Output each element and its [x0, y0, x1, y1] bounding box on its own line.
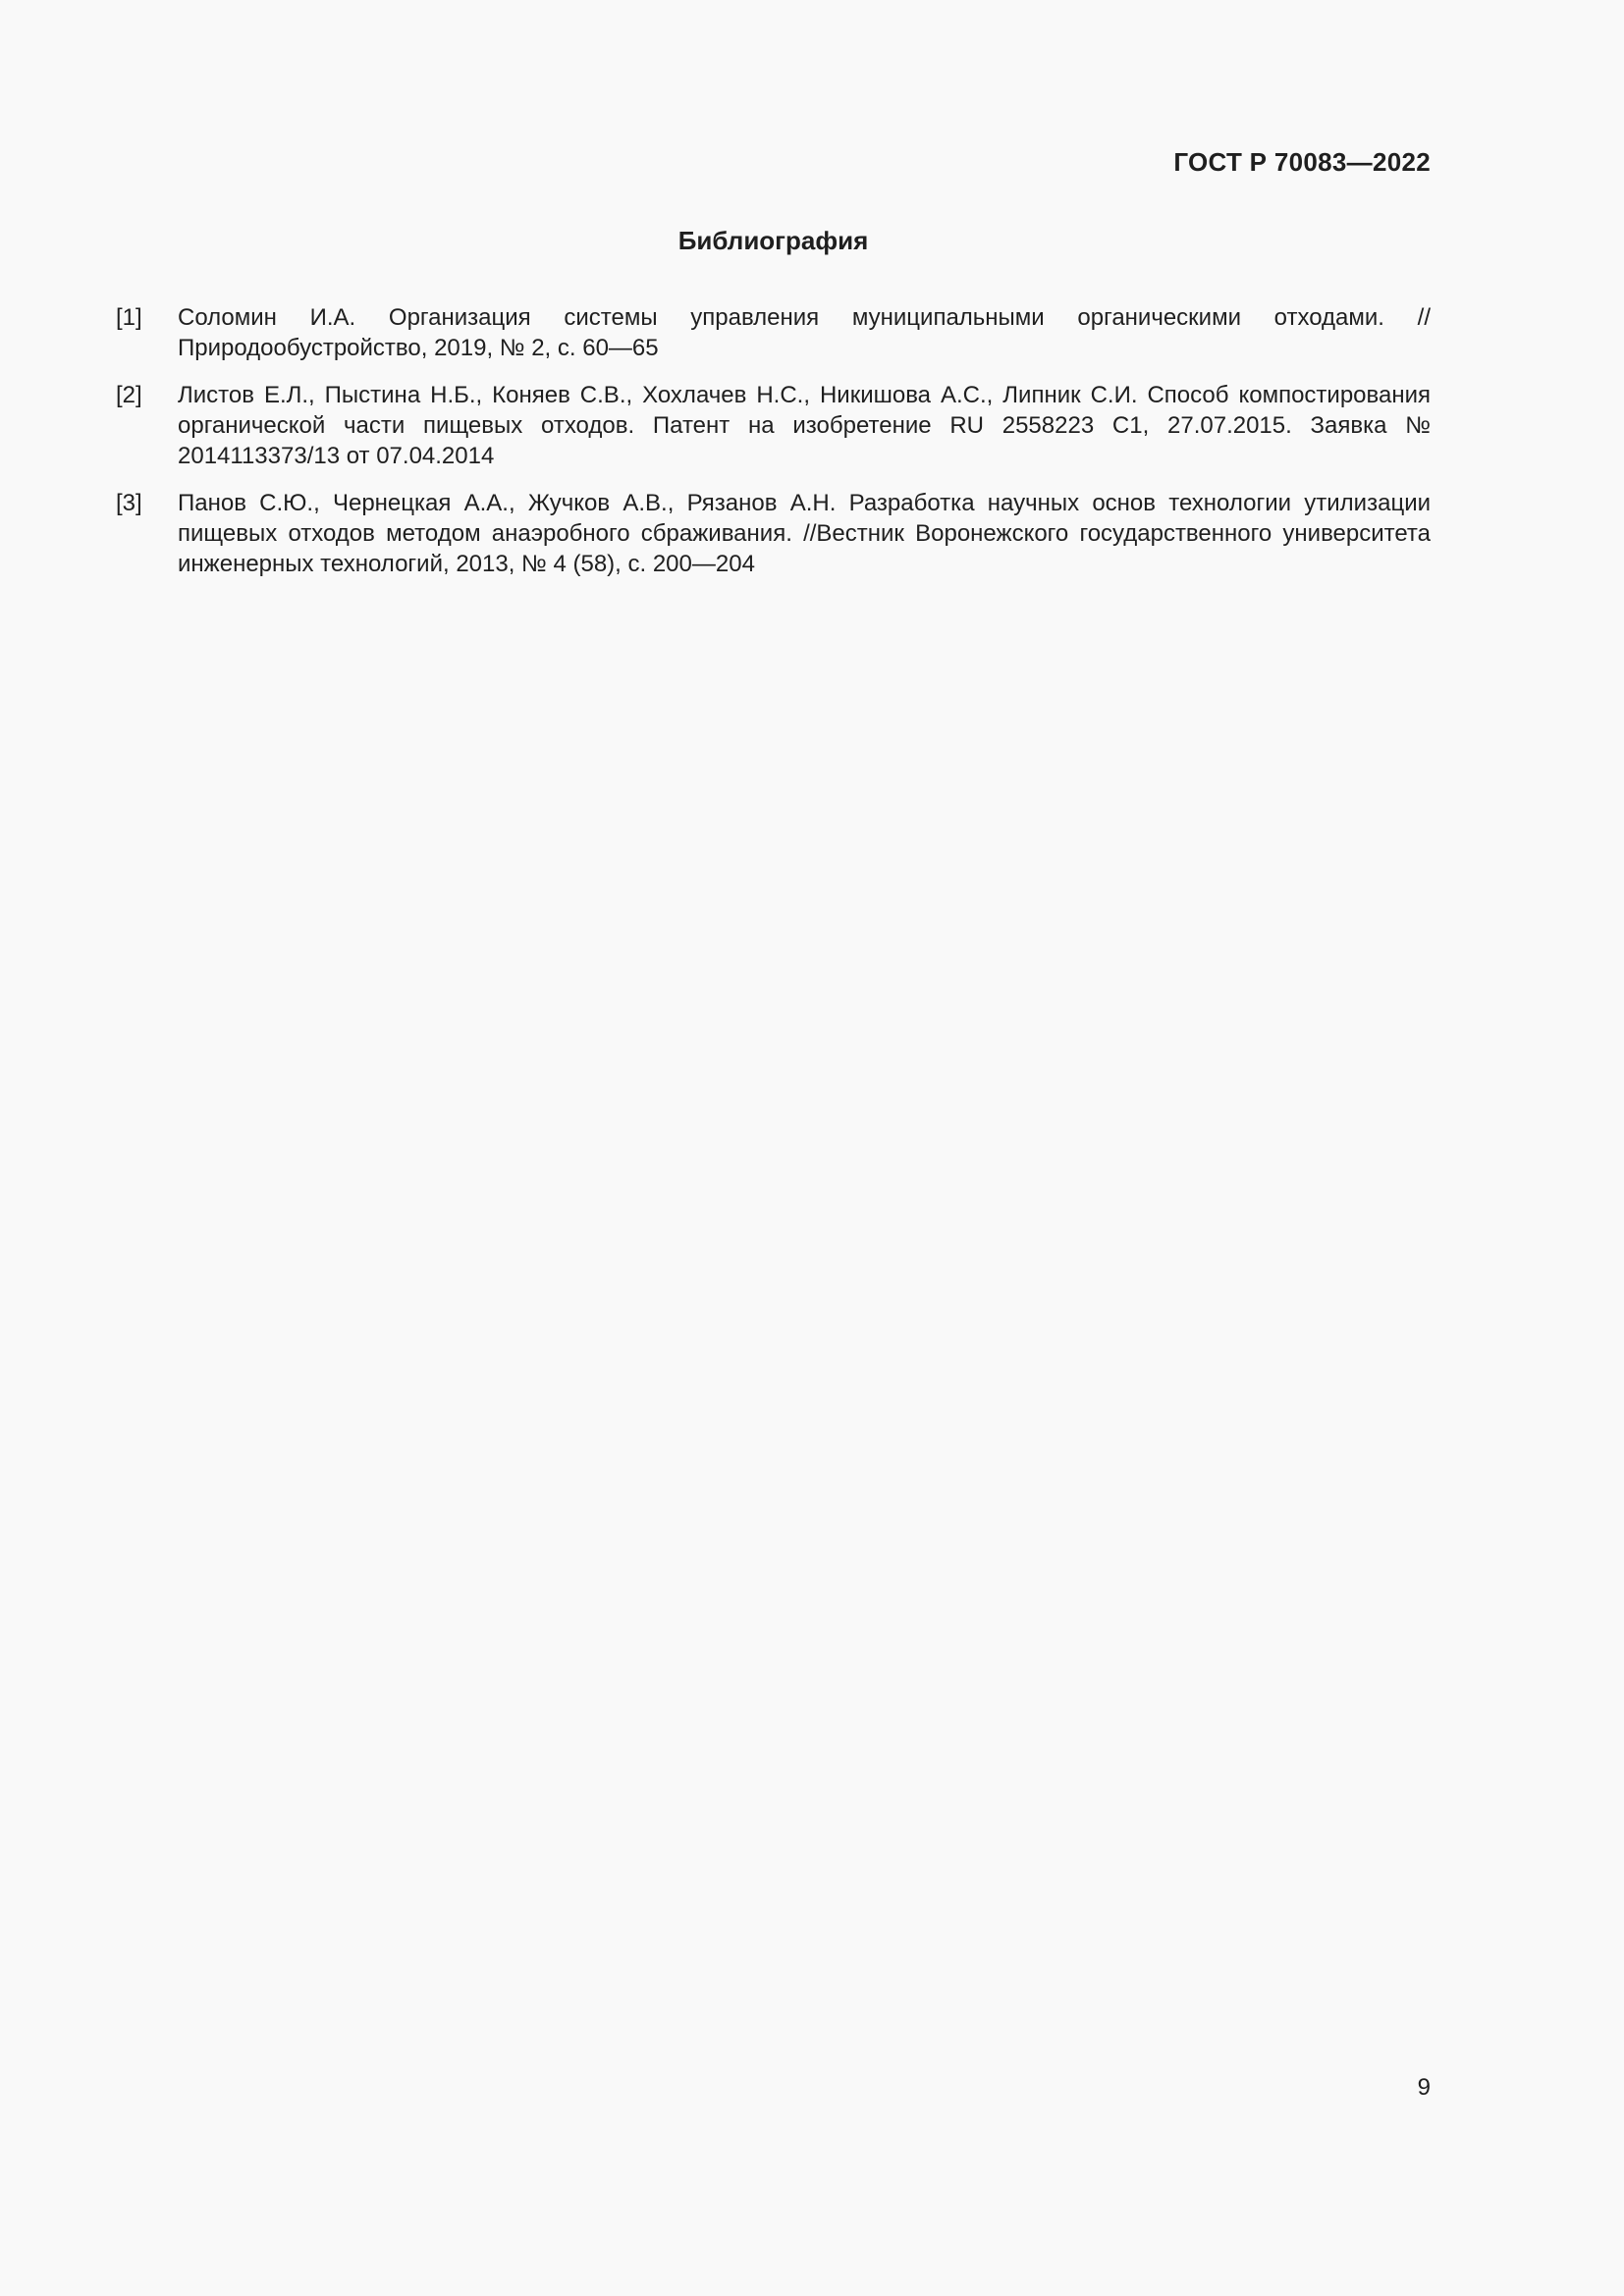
bibliography-entry-number: [2] [116, 382, 142, 408]
bibliography-list [116, 302, 1431, 596]
bibliography-entry-2 [116, 380, 1431, 471]
bibliography-entry-1 [116, 302, 1431, 363]
bibliography-entry-number: [1] [116, 304, 142, 331]
bibliography-entry-text: Листов Е.Л., Пыстина Н.Б., Коняев С.В., Хохлачев Н.С., Никишова А.С., Липник С.И. Способ компостирования органической части пищевых отходов. Патент на изобретение RU 2558223 C1, 27.07.2015. Заявка № 2014113373/13 от 07.04.2014 [178, 382, 1431, 469]
bibliography-entry-number: [3] [116, 490, 142, 516]
page-number: 9 [1417, 2074, 1431, 2101]
bibliography-entry-text: Соломин И.А. Организация системы управления муниципальными органическими отходами. //Природообустройство, 2019, № 2, с. 60—65 [178, 304, 1431, 361]
bibliography-heading: Библиография [677, 226, 869, 255]
bibliography-entry-3 [116, 488, 1431, 579]
document-standard-code: ГОСТ Р 70083—2022 [1173, 147, 1431, 177]
bibliography-entry-text: Панов С.Ю., Чернецкая А.А., Жучков А.В., Рязанов А.Н. Разработка научных основ технологии утилизации пищевых отходов методом анаэробного сбраживания. //Вестник Воронежского государственного университета инженерных технологий, 2013, № 4 (58), с. 200—204 [178, 490, 1431, 577]
